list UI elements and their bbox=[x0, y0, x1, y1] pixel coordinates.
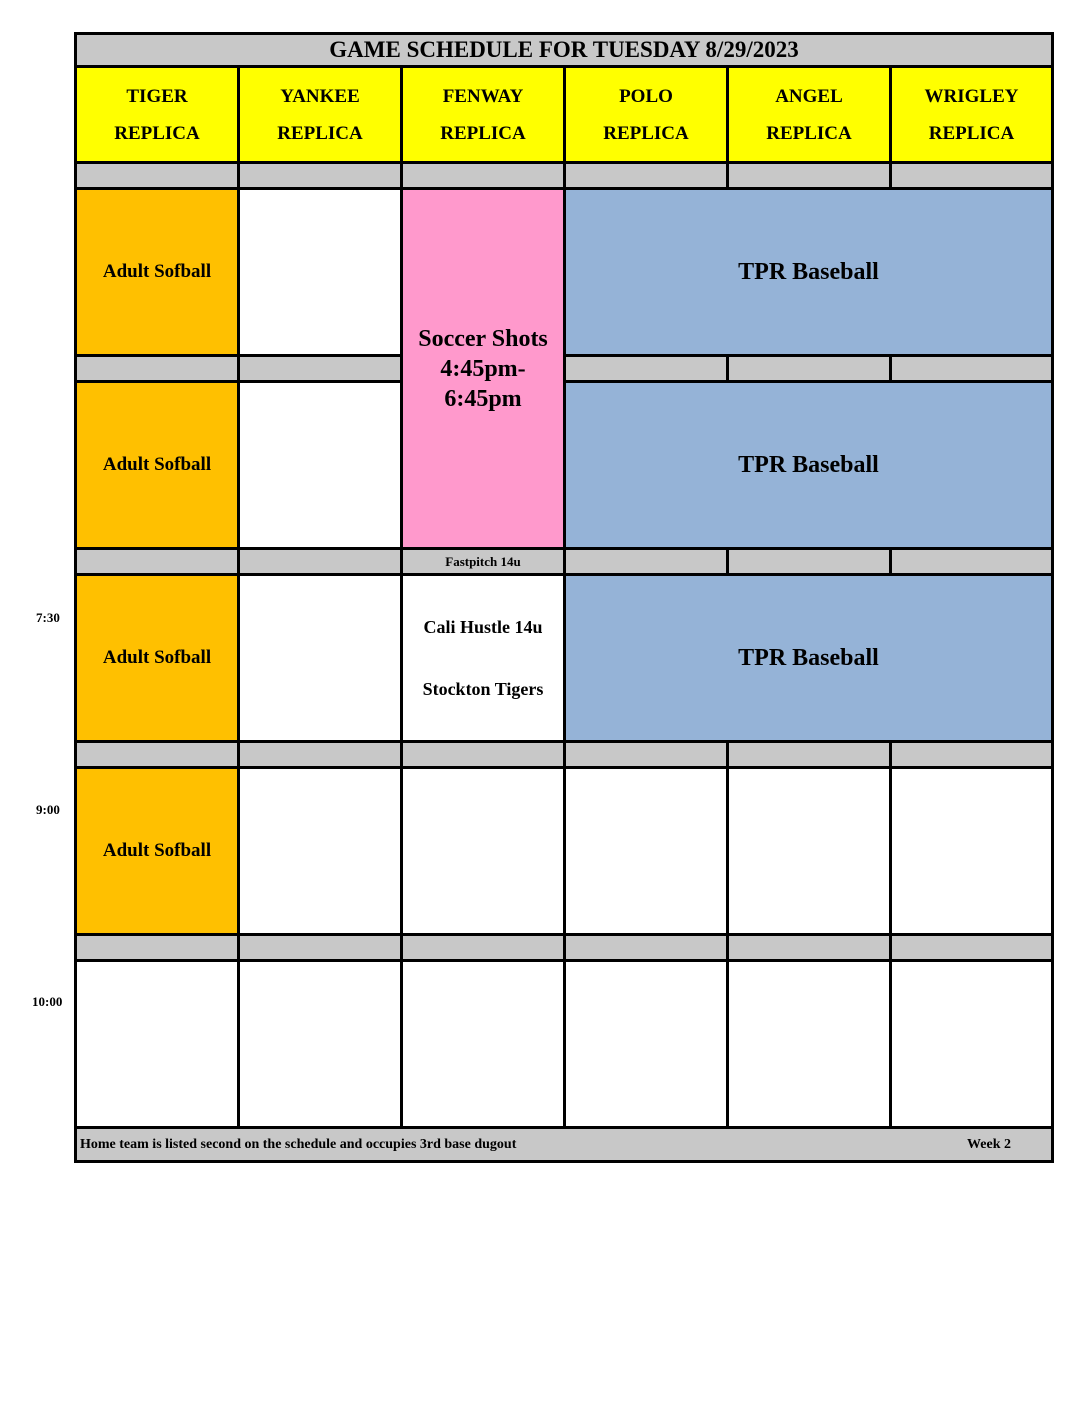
field-name: FENWAY bbox=[442, 85, 524, 107]
separator-cell bbox=[563, 933, 729, 962]
separator-cell bbox=[726, 354, 892, 383]
field-header-angel bbox=[726, 65, 892, 164]
tpr-baseball-slot-2: TPR Baseball bbox=[563, 380, 1054, 550]
separator-cell bbox=[400, 161, 566, 190]
schedule-title: GAME SCHEDULE FOR TUESDAY 8/29/2023 bbox=[74, 32, 1054, 68]
fastpitch-label: Fastpitch 14u bbox=[400, 547, 566, 576]
separator-cell bbox=[74, 354, 240, 383]
separator-cell bbox=[726, 547, 892, 576]
soccer-shots-block bbox=[400, 187, 566, 550]
field-type: REPLICA bbox=[440, 122, 526, 144]
field-header-wrigley bbox=[889, 65, 1054, 164]
field-type: REPLICA bbox=[928, 122, 1015, 144]
field-header-fenway bbox=[400, 65, 566, 164]
empty-slot bbox=[726, 766, 892, 936]
separator-cell bbox=[726, 933, 892, 962]
time-label-730: 7:30 bbox=[36, 610, 60, 625]
empty-slot bbox=[237, 766, 403, 936]
empty-slot bbox=[237, 959, 403, 1129]
separator-cell bbox=[237, 161, 403, 190]
fastpitch-game bbox=[400, 573, 566, 743]
soccer-title: Soccer Shots bbox=[418, 325, 548, 352]
fastpitch-away-team: Cali Hustle 14u bbox=[423, 616, 543, 637]
adult-softball-slot-2: Adult Sofball bbox=[74, 380, 240, 550]
field-name: WRIGLEY bbox=[924, 85, 1019, 107]
separator-cell bbox=[726, 740, 892, 769]
empty-slot bbox=[400, 959, 566, 1129]
empty-slot bbox=[889, 766, 1054, 936]
separator-cell bbox=[400, 740, 566, 769]
schedule-footer bbox=[74, 1126, 1054, 1163]
field-type: REPLICA bbox=[277, 122, 363, 144]
separator-cell bbox=[726, 161, 892, 190]
separator-cell bbox=[889, 933, 1054, 962]
separator-cell bbox=[889, 547, 1054, 576]
empty-slot bbox=[237, 573, 403, 743]
empty-slot bbox=[889, 959, 1054, 1129]
field-header-tiger bbox=[74, 65, 240, 164]
separator-cell bbox=[563, 740, 729, 769]
fastpitch-home-team: Stockton Tigers bbox=[422, 678, 544, 699]
field-type: REPLICA bbox=[603, 122, 689, 144]
separator-cell bbox=[889, 740, 1054, 769]
empty-slot bbox=[563, 766, 729, 936]
field-name: TIGER bbox=[126, 85, 188, 107]
separator-cell bbox=[237, 740, 403, 769]
footer-note: Home team is listed second on the schedule and occupies 3rd base dugout bbox=[80, 1136, 517, 1152]
empty-slot bbox=[726, 959, 892, 1129]
schedule-grid bbox=[74, 32, 1054, 1163]
separator-cell bbox=[889, 161, 1054, 190]
adult-softball-slot-3: Adult Sofball bbox=[74, 573, 240, 743]
time-label-900: 9:00 bbox=[36, 802, 60, 817]
separator-cell bbox=[237, 354, 403, 383]
separator-cell bbox=[74, 933, 240, 962]
field-type: REPLICA bbox=[114, 122, 200, 144]
week-label: Week 2 bbox=[967, 1136, 1011, 1152]
field-type: REPLICA bbox=[766, 122, 852, 144]
separator-cell bbox=[563, 354, 729, 383]
separator-cell bbox=[74, 740, 240, 769]
separator-cell bbox=[74, 161, 240, 190]
separator-cell bbox=[889, 354, 1054, 383]
field-name: POLO bbox=[619, 85, 673, 107]
tpr-baseball-slot-1: TPR Baseball bbox=[563, 187, 1054, 357]
separator-cell bbox=[563, 547, 729, 576]
adult-softball-slot-4: Adult Sofball bbox=[74, 766, 240, 936]
field-header-yankee bbox=[237, 65, 403, 164]
time-label-1000: 10:00 bbox=[32, 994, 63, 1009]
empty-slot bbox=[400, 766, 566, 936]
field-name: YANKEE bbox=[280, 85, 360, 107]
adult-softball-slot-1: Adult Sofball bbox=[74, 187, 240, 357]
field-header-polo bbox=[563, 65, 729, 164]
empty-slot bbox=[74, 959, 240, 1129]
separator-cell bbox=[400, 933, 566, 962]
soccer-start-time: 4:45pm- bbox=[440, 355, 526, 382]
empty-slot bbox=[237, 187, 403, 357]
soccer-end-time: 6:45pm bbox=[444, 385, 522, 412]
separator-cell bbox=[74, 547, 240, 576]
separator-cell bbox=[237, 547, 403, 576]
separator-cell bbox=[237, 933, 403, 962]
tpr-baseball-slot-3: TPR Baseball bbox=[563, 573, 1054, 743]
field-name: ANGEL bbox=[775, 85, 843, 107]
empty-slot bbox=[563, 959, 729, 1129]
empty-slot bbox=[237, 380, 403, 550]
separator-cell bbox=[563, 161, 729, 190]
